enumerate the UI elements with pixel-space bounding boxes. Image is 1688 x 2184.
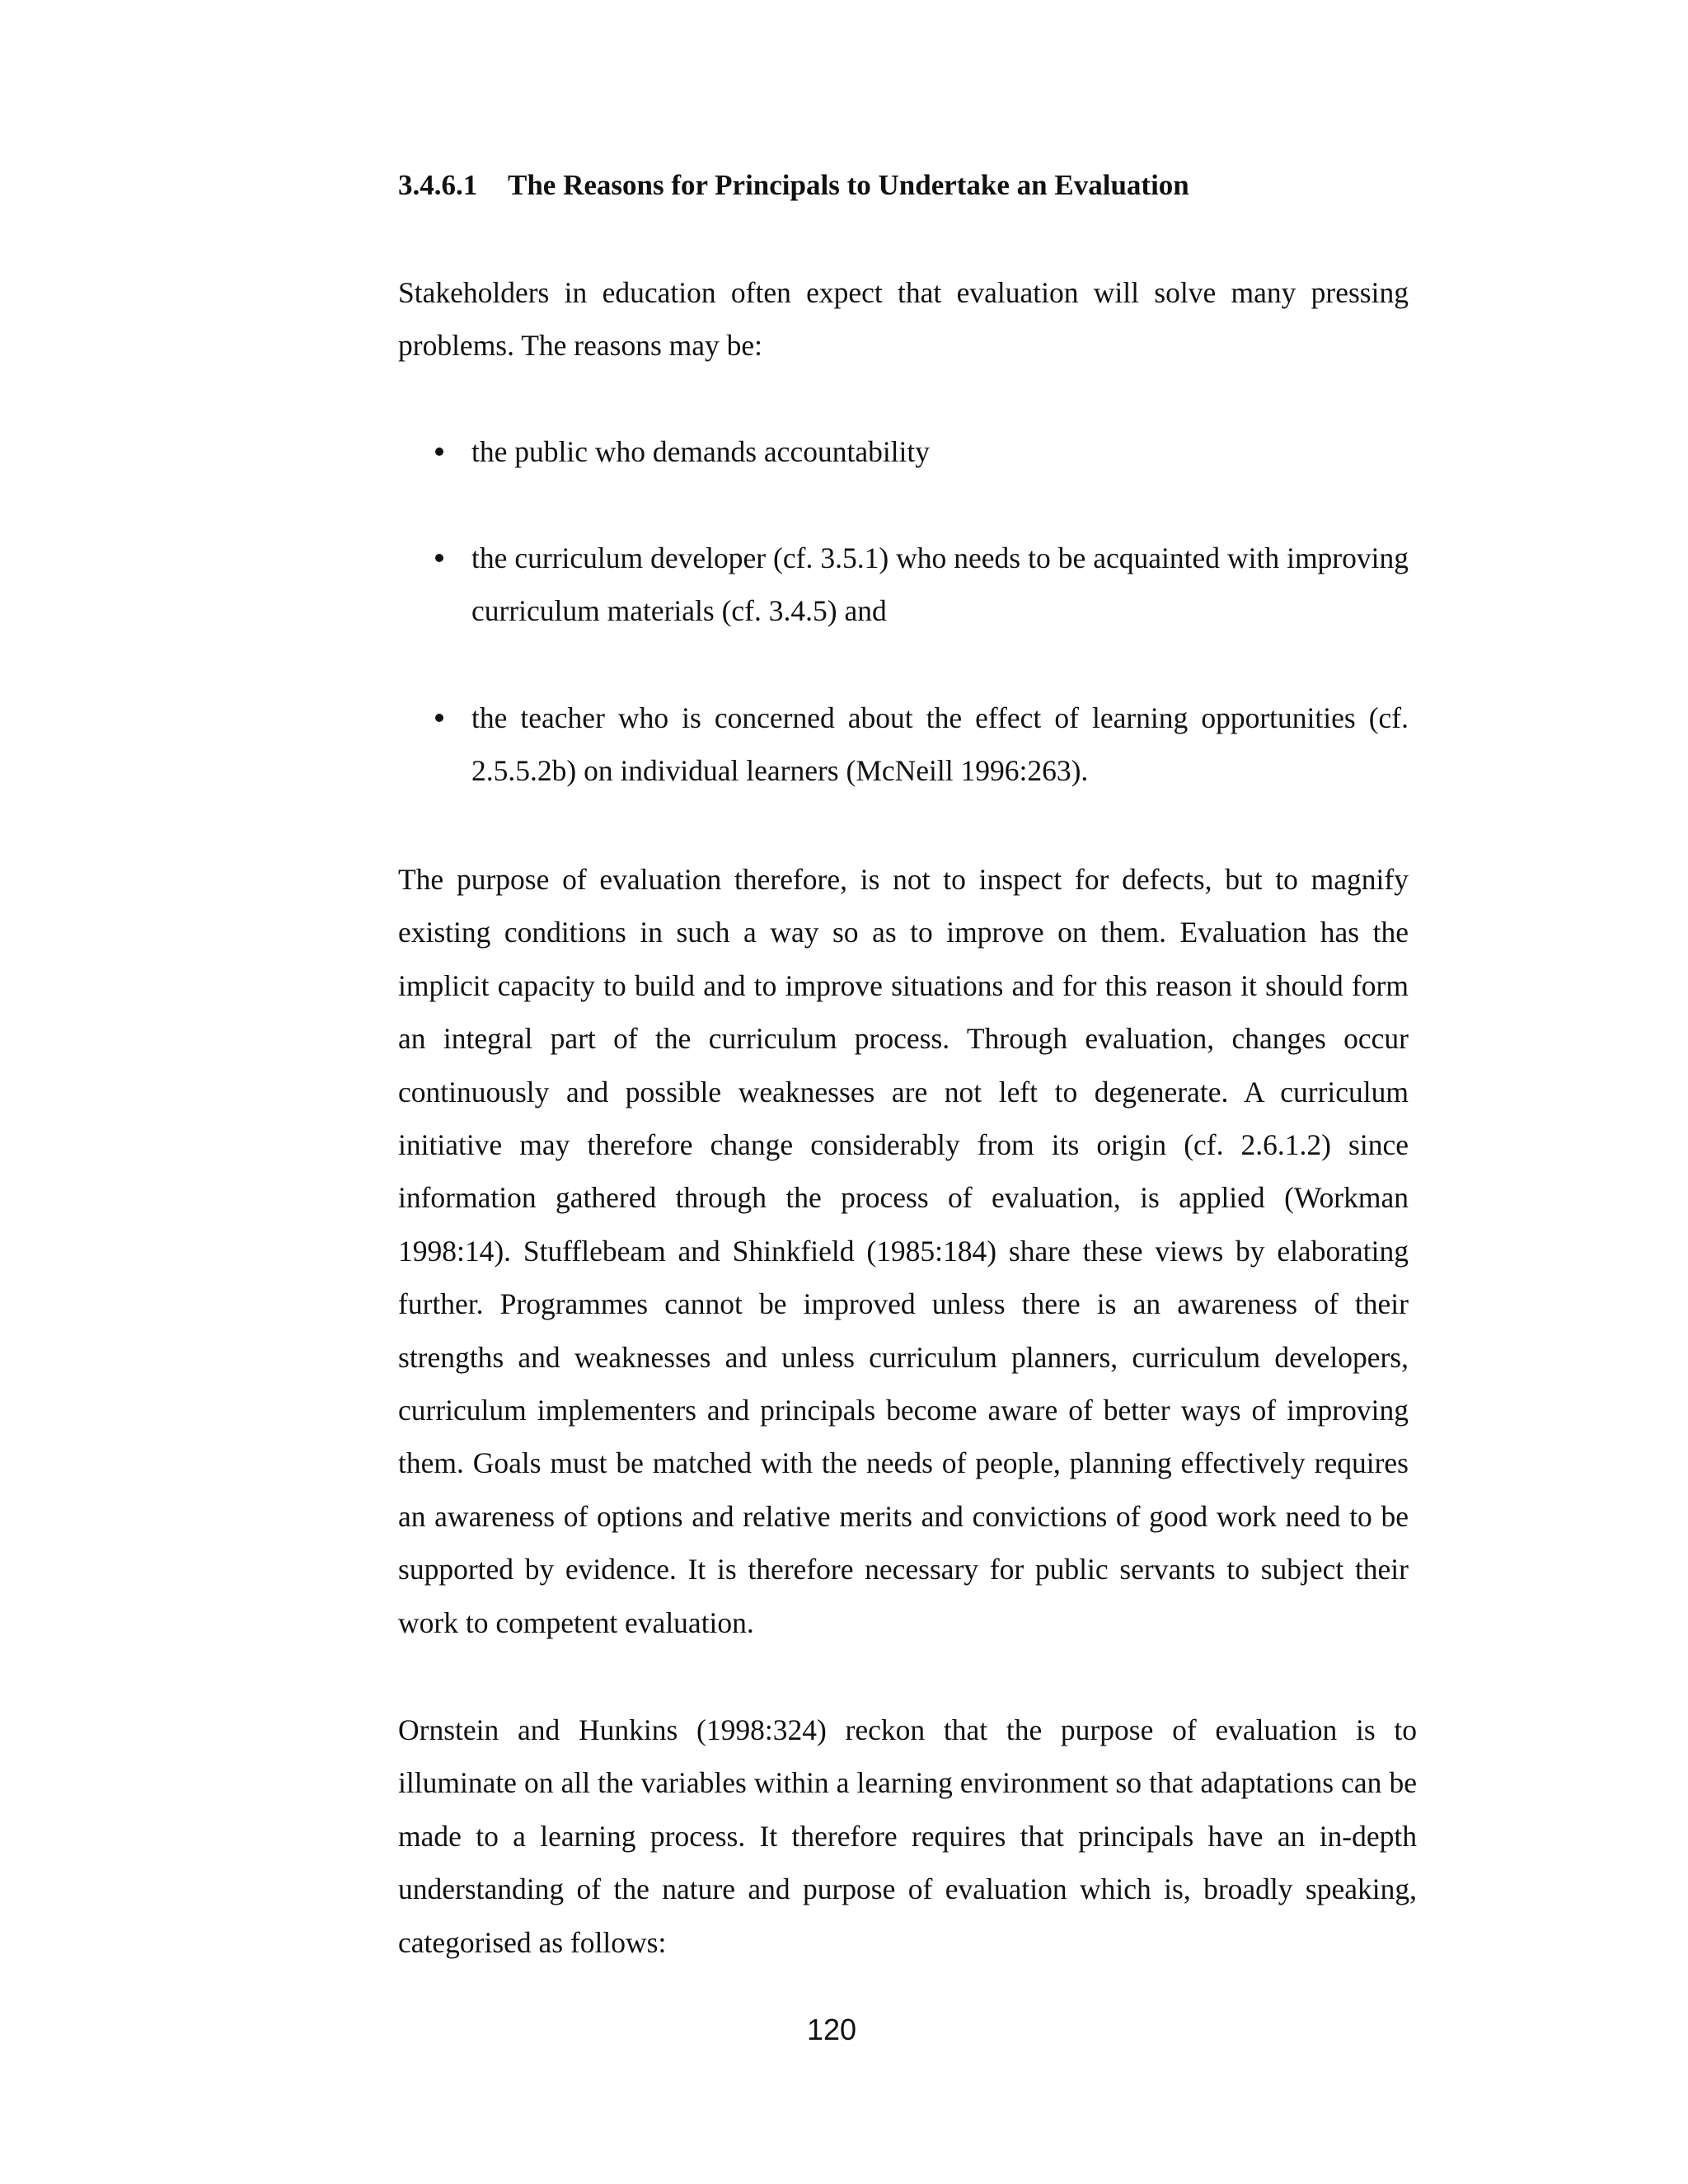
list-item <box>471 425 1409 478</box>
section-heading <box>398 165 1420 206</box>
list-item <box>471 691 1409 798</box>
bullet-text: the teacher who is concerned about the effect of learning opportunities (cf. 2.5.5.2b) on individual learners (McNeill 1996:263). <box>471 701 1409 788</box>
bullet-text: the curriculum developer (cf. 3.5.1) who needs to be acquainted with improving curriculum materials (cf. 3.4.5) and <box>471 541 1409 628</box>
bullet-icon <box>435 714 443 722</box>
list-item <box>471 532 1409 638</box>
paragraph-purpose: The purpose of evaluation therefore, is not to inspect for defects, but to magnify existing conditions in such a way so as to improve on them. Evaluation has the implicit capacity to build and to improve situations and for this reason it should form an integral part of the curriculum process. Through evaluation, changes occur continuously and possible weaknesses are not left to degenerate. A curriculum initiative may therefore change considerably from its origin (cf. 2.6.1.2) since information gathered through the process of evaluation, is applied (Workman 1998:14). Stufflebeam and Shinkfield (1985:184) share these views by elaborating further. Programmes cannot be improved unless there is an awareness of their strengths and weaknesses and unless curriculum planners, curriculum developers, curriculum implementers and principals become aware of better ways of improving them. Goals must be matched with the needs of people, planning effectively requires an awareness of options and relative merits and convictions of good work need to be supported by evidence. It is therefore necessary for public servants to subject their work to competent evaluation. <box>398 863 1409 1639</box>
page-number: 120 <box>806 2013 857 2046</box>
bullet-icon <box>435 554 443 562</box>
section-number: 3.4.6.1 <box>398 169 478 201</box>
section-title: The Reasons for Principals to Undertake an Evaluation <box>508 169 1189 201</box>
paragraph-intro: Stakeholders in education often expect that evaluation will solve many pressing problems. The reasons may be: <box>398 276 1409 363</box>
paragraph-categories: Ornstein and Hunkins (1998:324) reckon that the purpose of evaluation is to illuminate on all the variables within a learning environment so that adaptations can be made to a learning process. It therefore requires that principals have an in-depth understanding of the nature and purpose of evaluation which is, broadly speaking, categorised as follows: <box>398 1713 1417 1959</box>
bullet-text: the public who demands accountability <box>471 435 931 468</box>
bullet-icon <box>435 448 443 456</box>
